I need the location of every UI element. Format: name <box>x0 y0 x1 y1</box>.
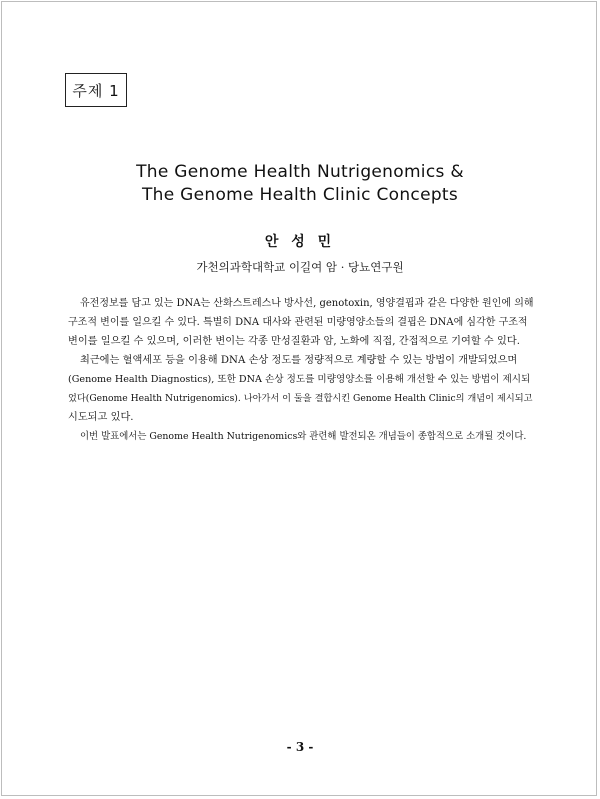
body-line: 시도되고 있다. <box>68 412 134 423</box>
page-number: - 3 - <box>286 740 314 754</box>
topic-label: 주제 1 <box>65 73 127 107</box>
title-line-1: The Genome Health Nutrigenomics & <box>136 162 464 182</box>
body-line: 이번 발표에서는 Genome Health Nutrigenomics와 관련해 발전되온 개념들이 종합적으로 소개될 것이다. <box>80 431 527 442</box>
body-line: 유전정보를 담고 있는 DNA는 산화스트레스나 방사선, genotoxin, 영양결핍과 같은 다양한 원인에 의해 <box>80 298 534 309</box>
document-title <box>0 161 600 207</box>
author-affiliation: 가천의과학대학교 이길여 암 · 당뇨연구원 <box>196 260 404 274</box>
title-line-2: The Genome Health Clinic Concepts <box>141 185 459 205</box>
abstract-body <box>68 294 534 446</box>
body-line: 변이를 일으킬 수 있으며, 이러한 변이는 각종 만성질환과 암, 노화에 직접, 간접적으로 기여할 수 있다. <box>68 336 520 347</box>
body-line: 었다(Genome Health Nutrigenomics). 나아가서 이 둘을 결합시킨 Genome Health Clinic의 개념이 제시되고 <box>68 393 533 404</box>
body-line: 최근에는 혈액세포 등을 이용해 DNA 손상 정도를 정량적으로 계량할 수 있는 방법이 개발되었으며 <box>80 355 518 366</box>
body-line: (Genome Health Diagnostics), 또한 DNA 손상 정도를 미량영양소를 이용해 개선할 수 있는 방법이 제시되 <box>68 374 531 385</box>
body-line: 구조적 변이를 일으킬 수 있다. 특별히 DNA 대사와 관련된 미량영양소들의 결핍은 DNA에 심각한 구조적 <box>68 317 528 328</box>
author-name: 안 성 민 <box>264 234 336 250</box>
